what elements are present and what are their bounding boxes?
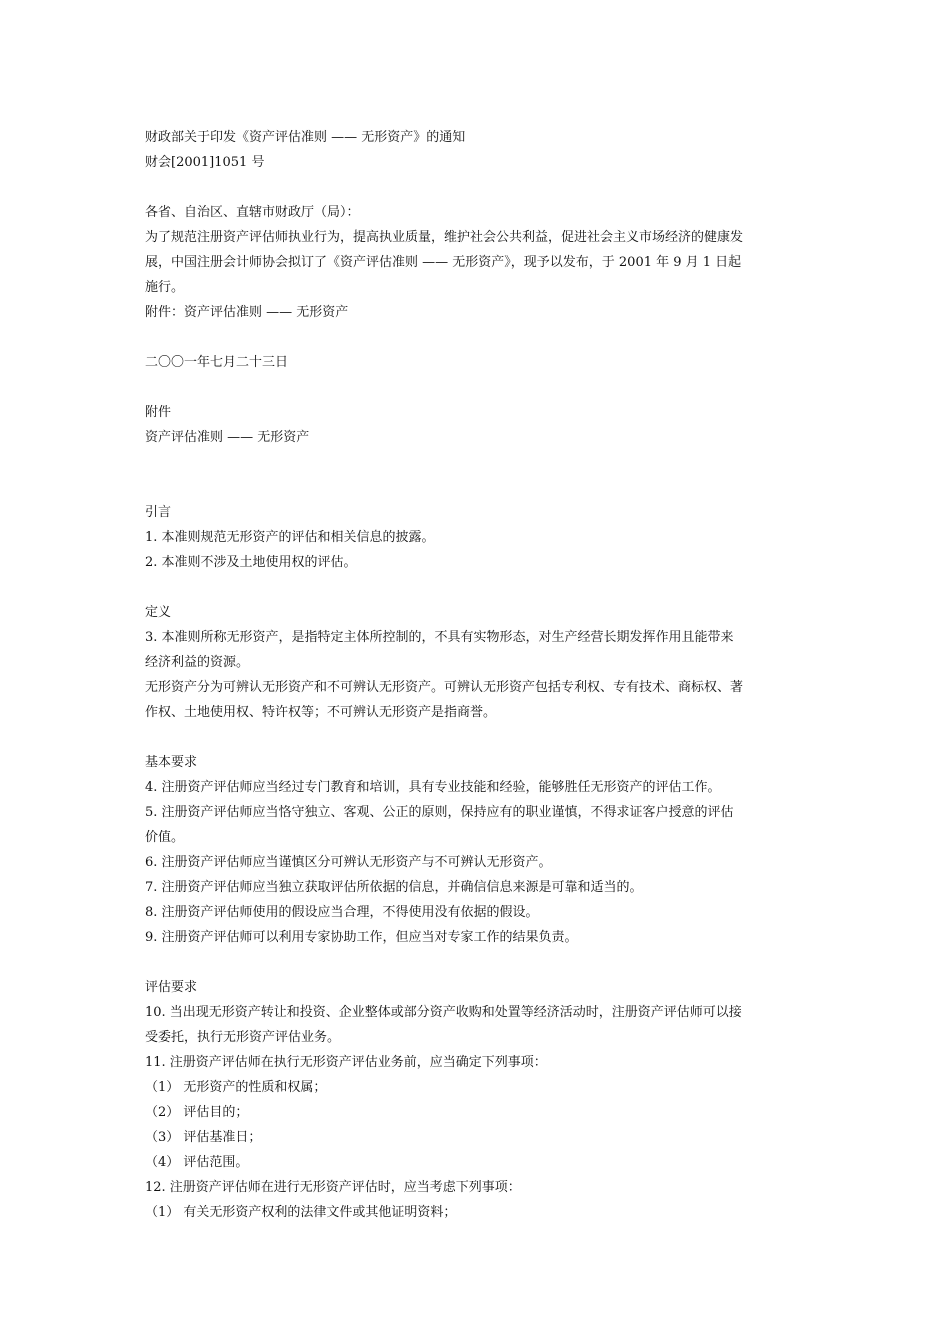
clause-continuation: 价值。 (145, 830, 185, 845)
clause: 1. 本准则规范无形资产的评估和相关信息的披露。 (145, 530, 435, 545)
list-item: （1） 有关无形资产权利的法律文件或其他证明资料； (145, 1205, 457, 1220)
body-line: 施行。 (145, 280, 185, 295)
clause: 11. 注册资产评估师在执行无形资产评估业务前，应当确定下列事项： (145, 1055, 547, 1070)
clause-continuation: 经济利益的资源。 (145, 655, 250, 670)
list-item: （1） 无形资产的性质和权属； (145, 1080, 327, 1095)
paragraph-continuation: 作权、土地使用权、特许权等；不可辨认无形资产是指商誉。 (145, 705, 497, 720)
clause: 7. 注册资产评估师应当独立获取评估所依据的信息，并确信信息来源是可靠和适当的。 (145, 880, 643, 895)
section-heading-introduction: 引言 (145, 505, 172, 520)
clause: 2. 本准则不涉及土地使用权的评估。 (145, 555, 357, 570)
section-heading-evaluation-requirements: 评估要求 (145, 980, 198, 995)
notice-number: 财会[2001]1051 号 (145, 155, 265, 170)
clause: 10. 当出现无形资产转让和投资、企业整体或部分资产收购和处置等经济活动时，注册资产评估师可以接 (145, 1005, 742, 1020)
clause: 9. 注册资产评估师可以利用专家协助工作，但应当对专家工作的结果负责。 (145, 930, 578, 945)
attachment-ref: 附件：资产评估准则 —— 无形资产 (145, 305, 349, 320)
notice-title: 财政部关于印发《资产评估准则 —— 无形资产》的通知 (145, 130, 466, 145)
section-heading-basic-requirements: 基本要求 (145, 755, 198, 770)
list-item: （3） 评估基准日； (145, 1130, 262, 1145)
paragraph: 无形资产分为可辨认无形资产和不可辨认无形资产。可辨认无形资产包括专利权、专有技术、商标权、著 (145, 680, 744, 695)
clause-continuation: 受委托，执行无形资产评估业务。 (145, 1030, 341, 1045)
clause: 8. 注册资产评估师使用的假设应当合理，不得使用没有依据的假设。 (145, 905, 539, 920)
addressee: 各省、自治区、直辖市财政厅（局）： (145, 205, 360, 220)
clause: 4. 注册资产评估师应当经过专门教育和培训，具有专业技能和经验，能够胜任无形资产的评估工作。 (145, 780, 721, 795)
attachment-heading: 附件 (145, 405, 172, 420)
clause: 5. 注册资产评估师应当恪守独立、客观、公正的原则，保持应有的职业谨慎，不得求证客户授意的评估 (145, 805, 734, 820)
section-heading-definition: 定义 (145, 605, 172, 620)
list-item: （2） 评估目的； (145, 1105, 249, 1120)
body-line: 展，中国注册会计师协会拟订了《资产评估准则 —— 无形资产》，现予以发布，于 2001 年 9 月 1 日起 (145, 255, 742, 270)
clause: 3. 本准则所称无形资产，是指特定主体所控制的，不具有实物形态，对生产经营长期发挥作用且能带来 (145, 630, 734, 645)
issue-date: 二〇〇一年七月二十三日 (145, 355, 289, 370)
clause: 6. 注册资产评估师应当谨慎区分可辨认无形资产与不可辨认无形资产。 (145, 855, 552, 870)
list-item: （4） 评估范围。 (145, 1155, 249, 1170)
body-line: 为了规范注册资产评估师执业行为，提高执业质量，维护社会公共利益，促进社会主义市场经济的健康发 (145, 230, 744, 245)
standard-title: 资产评估准则 —— 无形资产 (145, 430, 310, 445)
clause: 12. 注册资产评估师在进行无形资产评估时，应当考虑下列事项： (145, 1180, 521, 1195)
